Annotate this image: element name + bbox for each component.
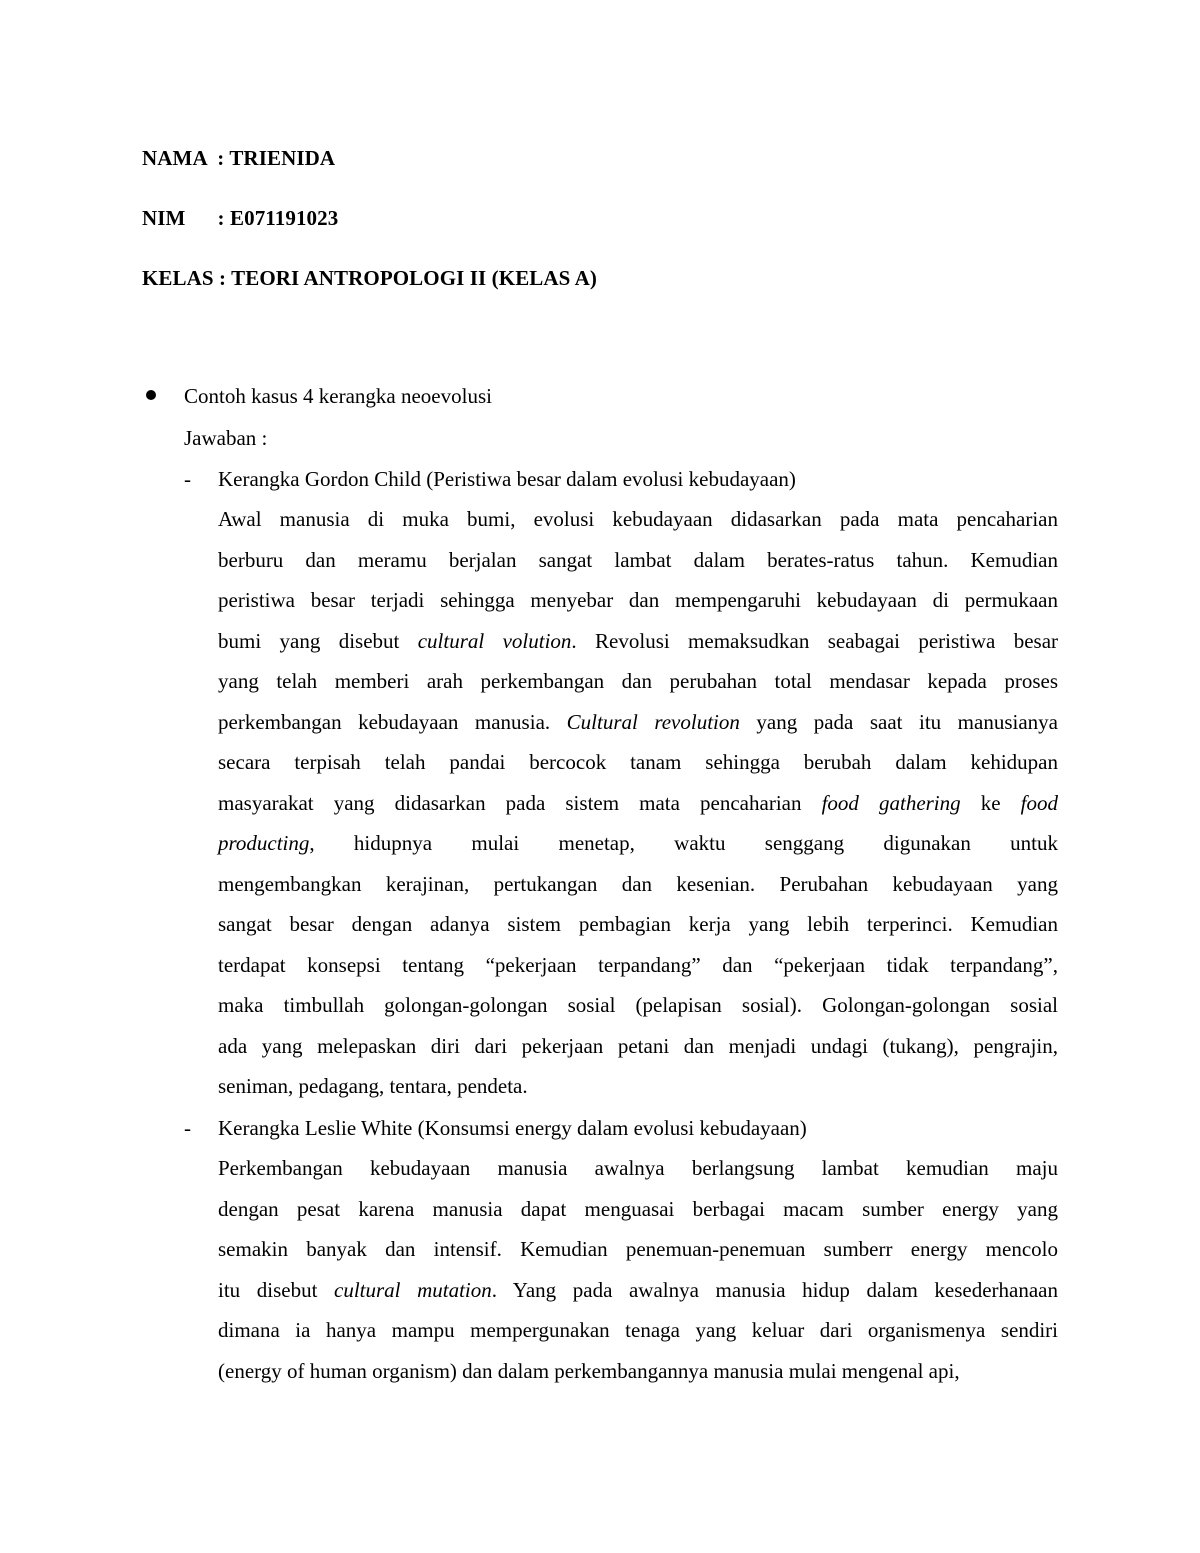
paragraph-leslie-white <box>218 1148 1058 1391</box>
paragraph-line: secara terpisah telah pandai bercocok tanam sehingga berubah dalam kehidupan <box>218 750 1058 774</box>
paragraph-line: peristiwa besar terjadi sehingga menyebar dan mempengaruhi kebudayaan di permukaan <box>218 588 1058 612</box>
paragraph-line: ada yang melepaskan diri dari pekerjaan petani dan menjadi undagi (tukang), pengrajin, <box>218 1033 1058 1058</box>
dash-marker-2: - <box>184 1116 191 1140</box>
header-nim: NIM : E071191023 <box>142 206 339 230</box>
header-kelas: KELAS : TEORI ANTROPOLOGI II (KELAS A) <box>142 266 598 290</box>
paragraph-line: maka timbullah golongan-golongan sosial (pelapisan sosial). Golongan-golongan sosial <box>218 993 1058 1017</box>
paragraph-gordon-child <box>218 499 1058 1107</box>
italic-term: cultural volution <box>417 628 572 653</box>
paragraph-line: yang telah memberi arah perkembangan dan perubahan total mendasar kepada proses <box>218 669 1058 693</box>
text-segment: masyarakat yang didasarkan pada sistem mata pencaharian <box>218 790 822 815</box>
paragraph-line <box>218 783 1058 824</box>
paragraph-line: berburu dan meramu berjalan sangat lambat dalam berates-ratus tahun. Kemudian <box>218 547 1058 572</box>
text-segment: itu disebut <box>218 1277 334 1302</box>
italic-term: food gathering <box>821 790 961 815</box>
paragraph-line <box>218 823 1058 864</box>
text-segment: bumi yang disebut <box>218 628 418 653</box>
text-segment: , hidupnya mulai menetap, waktu senggang digunakan untuk <box>309 831 1058 855</box>
paragraph-line: mengembangkan kerajinan, pertukangan dan kesenian. Perubahan kebudayaan yang <box>218 871 1058 896</box>
bullet-text: Contoh kasus 4 kerangka neoevolusi <box>184 384 492 408</box>
italic-term: Cultural revolution <box>566 709 740 734</box>
item-title-gordon-child: Kerangka Gordon Child (Peristiwa besar dalam evolusi kebudayaan) <box>218 467 796 491</box>
italic-term: cultural mutation <box>334 1277 492 1302</box>
text-segment: yang pada saat itu manusianya <box>739 709 1058 734</box>
text-segment: perkembangan kebudayaan manusia. <box>218 709 567 734</box>
italic-term: producting <box>218 831 310 855</box>
paragraph-line: (energy of human organism) dan dalam perkembangannya manusia mulai mengenal api, <box>218 1358 960 1383</box>
header-nama: NAMA : TRIENIDA <box>142 146 336 170</box>
paragraph-line: terdapat konsepsi tentang “pekerjaan terpandang” dan “pekerjaan tidak terpandang”, <box>218 952 1058 977</box>
paragraph-line <box>218 621 1058 662</box>
paragraph-line: Perkembangan kebudayaan manusia awalnya berlangsung lambat kemudian maju <box>218 1156 1058 1180</box>
dash-marker-1: - <box>184 467 191 491</box>
paragraph-line: sangat besar dengan adanya sistem pembagian kerja yang lebih terperinci. Kemudian <box>218 912 1058 936</box>
paragraph-line: seniman, pedagang, tentara, pendeta. <box>218 1074 528 1098</box>
paragraph-line: semakin banyak dan intensif. Kemudian penemuan-penemuan sumberr energy mencolo <box>218 1237 1058 1261</box>
text-segment: . Revolusi memaksudkan seabagai peristiwa besar <box>571 628 1059 653</box>
text-segment: ke <box>960 790 1021 815</box>
paragraph-line <box>218 1270 1058 1311</box>
paragraph-line <box>218 702 1058 743</box>
paragraph-line: Awal manusia di muka bumi, evolusi kebudayaan didasarkan pada mata pencaharian <box>218 507 1058 531</box>
text-segment: . Yang pada awalnya manusia hidup dalam kesederhanaan <box>491 1277 1058 1302</box>
paragraph-line: dimana ia hanya mampu mempergunakan tenaga yang keluar dari organismenya sendiri <box>218 1318 1058 1342</box>
answer-label: Jawaban : <box>184 426 268 450</box>
italic-term: food <box>1020 790 1058 815</box>
bullet-icon <box>146 390 156 400</box>
paragraph-line: dengan pesat karena manusia dapat menguasai berbagai macam sumber energy yang <box>218 1196 1058 1221</box>
item-title-leslie-white: Kerangka Leslie White (Konsumsi energy dalam evolusi kebudayaan) <box>218 1116 807 1140</box>
